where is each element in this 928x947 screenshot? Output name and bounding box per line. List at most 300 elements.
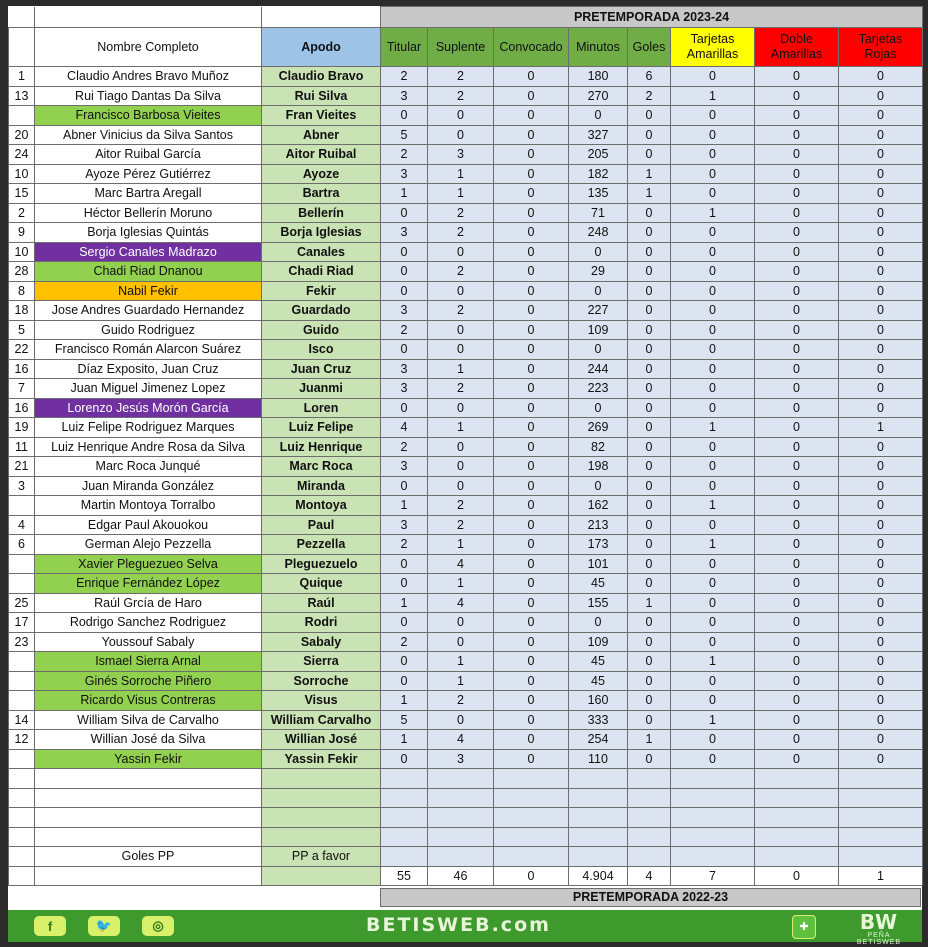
table-row [9, 554, 923, 574]
stat-suplente: 2 [428, 301, 494, 321]
stat-minutos: 0 [569, 106, 628, 126]
stat-amarillas: 0 [671, 340, 755, 360]
table-row [9, 340, 923, 360]
stat-titular: 0 [381, 281, 428, 301]
table-row [9, 691, 923, 711]
stat-rojas: 0 [839, 593, 923, 613]
stat-minutos: 269 [569, 418, 628, 438]
stat-rojas: 0 [839, 613, 923, 633]
stat-suplente: 1 [428, 652, 494, 672]
table-row [9, 203, 923, 223]
stat-titular: 3 [381, 457, 428, 477]
stat-rojas: 0 [839, 437, 923, 457]
stat-goles: 0 [628, 359, 671, 379]
empty-cell [628, 769, 671, 789]
stat-minutos: 101 [569, 554, 628, 574]
empty-cell [755, 808, 839, 828]
stat-goles: 0 [628, 262, 671, 282]
player-number: 15 [9, 184, 35, 204]
stat-doble: 0 [755, 671, 839, 691]
stat-titular: 3 [381, 379, 428, 399]
stat-convocado: 0 [494, 593, 569, 613]
stat-rojas: 0 [839, 106, 923, 126]
empty-cell [671, 769, 755, 789]
stat-amarillas: 0 [671, 554, 755, 574]
player-number: 7 [9, 379, 35, 399]
stat-titular: 3 [381, 515, 428, 535]
stat-convocado: 0 [494, 749, 569, 769]
stat-suplente: 2 [428, 86, 494, 106]
table-row [9, 613, 923, 633]
empty-cell [671, 808, 755, 828]
player-nickname: Sabaly [262, 632, 381, 652]
stat-titular: 1 [381, 184, 428, 204]
player-nickname: Ayoze [262, 164, 381, 184]
stat-rojas: 0 [839, 320, 923, 340]
col-convocado: Convocado [494, 28, 569, 67]
stat-rojas: 0 [839, 710, 923, 730]
player-full-name: Ismael Sierra Arnal [35, 652, 262, 672]
player-number: 11 [9, 437, 35, 457]
stat-rojas: 0 [839, 652, 923, 672]
facebook-icon[interactable]: f [34, 916, 66, 936]
empty-cell [35, 808, 262, 828]
stat-suplente: 2 [428, 379, 494, 399]
player-number [9, 691, 35, 711]
stat-minutos: 213 [569, 515, 628, 535]
empty-cell [35, 866, 262, 886]
table-row [9, 242, 923, 262]
player-full-name: Juan Miranda González [35, 476, 262, 496]
empty-cell [569, 808, 628, 828]
stat-goles: 1 [628, 164, 671, 184]
stat-doble: 0 [755, 496, 839, 516]
stat-titular: 0 [381, 262, 428, 282]
empty-cell [35, 769, 262, 789]
stat-rojas: 0 [839, 574, 923, 594]
stat-convocado: 0 [494, 476, 569, 496]
stat-suplente: 0 [428, 398, 494, 418]
stat-convocado: 0 [494, 145, 569, 165]
empty-cell [9, 866, 35, 886]
stat-goles: 0 [628, 281, 671, 301]
stat-doble: 0 [755, 437, 839, 457]
stat-rojas: 0 [839, 145, 923, 165]
table-row [9, 379, 923, 399]
stat-amarillas: 0 [671, 184, 755, 204]
empty-cell [381, 788, 428, 808]
table-row [9, 184, 923, 204]
player-nickname: Pezzella [262, 535, 381, 555]
stat-suplente: 3 [428, 145, 494, 165]
stat-titular: 1 [381, 691, 428, 711]
player-full-name: Marc Bartra Aregall [35, 184, 262, 204]
player-full-name: Díaz Exposito, Juan Cruz [35, 359, 262, 379]
empty-row [9, 808, 923, 828]
stat-convocado: 0 [494, 301, 569, 321]
empty-cell [262, 788, 381, 808]
stat-amarillas: 1 [671, 86, 755, 106]
table-row [9, 593, 923, 613]
stat-minutos: 254 [569, 730, 628, 750]
player-number: 2 [9, 203, 35, 223]
table-row [9, 145, 923, 165]
stat-minutos: 227 [569, 301, 628, 321]
stat-minutos: 223 [569, 379, 628, 399]
stat-amarillas: 0 [671, 476, 755, 496]
stat-doble: 0 [755, 457, 839, 477]
player-number: 21 [9, 457, 35, 477]
stats-table [8, 6, 923, 886]
stat-suplente: 2 [428, 515, 494, 535]
table-row [9, 652, 923, 672]
stat-titular: 0 [381, 203, 428, 223]
table-row [9, 320, 923, 340]
stat-rojas: 0 [839, 184, 923, 204]
stat-doble: 0 [755, 652, 839, 672]
stat-rojas: 0 [839, 730, 923, 750]
stat-doble: 0 [755, 145, 839, 165]
stat-minutos: 45 [569, 652, 628, 672]
table-row [9, 710, 923, 730]
stat-titular: 0 [381, 476, 428, 496]
player-full-name: Rodrigo Sanchez Rodriguez [35, 613, 262, 633]
stat-amarillas: 0 [671, 632, 755, 652]
stat-minutos: 162 [569, 496, 628, 516]
player-nickname: Willian José [262, 730, 381, 750]
stat-doble: 0 [755, 730, 839, 750]
empty-row [9, 827, 923, 847]
stat-titular: 2 [381, 67, 428, 87]
stat-minutos: 160 [569, 691, 628, 711]
player-nickname: Loren [262, 398, 381, 418]
stat-amarillas: 0 [671, 691, 755, 711]
player-number: 4 [9, 515, 35, 535]
stat-suplente: 0 [428, 281, 494, 301]
stat-doble: 0 [755, 379, 839, 399]
stat-amarillas: 0 [671, 145, 755, 165]
stat-minutos: 248 [569, 223, 628, 243]
stat-doble: 0 [755, 554, 839, 574]
player-nickname: Bellerín [262, 203, 381, 223]
player-nickname: Sorroche [262, 671, 381, 691]
player-number: 16 [9, 359, 35, 379]
stat-minutos: 45 [569, 574, 628, 594]
stat-goles: 0 [628, 106, 671, 126]
stat-minutos: 45 [569, 671, 628, 691]
player-number: 20 [9, 125, 35, 145]
stat-minutos: 173 [569, 535, 628, 555]
bw-logo-sub: PEÑA BETISWEB [856, 932, 902, 946]
player-full-name: Juan Miguel Jimenez Lopez [35, 379, 262, 399]
player-number: 23 [9, 632, 35, 652]
stat-suplente: 3 [428, 749, 494, 769]
stat-goles: 0 [628, 476, 671, 496]
stat-doble: 0 [755, 262, 839, 282]
stat-convocado: 0 [494, 574, 569, 594]
table-row [9, 281, 923, 301]
stat-doble: 0 [755, 67, 839, 87]
player-number: 25 [9, 593, 35, 613]
stat-minutos: 198 [569, 457, 628, 477]
table-row [9, 262, 923, 282]
player-full-name: Edgar Paul Akouokou [35, 515, 262, 535]
stat-doble: 0 [755, 691, 839, 711]
empty-cell [381, 827, 428, 847]
stat-rojas: 0 [839, 242, 923, 262]
stat-amarillas: 0 [671, 593, 755, 613]
empty-cell [494, 788, 569, 808]
stat-convocado: 0 [494, 67, 569, 87]
own-goals-row [9, 847, 923, 867]
stat-convocado: 0 [494, 496, 569, 516]
player-number [9, 652, 35, 672]
stat-suplente: 1 [428, 535, 494, 555]
stat-rojas: 1 [839, 418, 923, 438]
stat-rojas: 0 [839, 691, 923, 711]
empty-cell [628, 827, 671, 847]
player-number [9, 749, 35, 769]
stat-doble: 0 [755, 164, 839, 184]
player-nickname: Guardado [262, 301, 381, 321]
player-full-name: William Silva de Carvalho [35, 710, 262, 730]
stat-amarillas: 0 [671, 106, 755, 126]
col-apodo: Apodo [262, 28, 381, 67]
stat-titular: 0 [381, 340, 428, 360]
table-row [9, 398, 923, 418]
stat-amarillas: 0 [671, 359, 755, 379]
stat-suplente: 0 [428, 437, 494, 457]
stat-rojas: 0 [839, 671, 923, 691]
stat-minutos: 244 [569, 359, 628, 379]
empty-cell [428, 788, 494, 808]
col-rojas: Tarjetas Rojas [839, 28, 923, 67]
stat-rojas: 0 [839, 398, 923, 418]
empty-cell [755, 769, 839, 789]
stat-minutos: 182 [569, 164, 628, 184]
empty-cell [428, 847, 494, 867]
table-row [9, 125, 923, 145]
stat-convocado: 0 [494, 710, 569, 730]
empty-cell [262, 769, 381, 789]
empty-cell [671, 847, 755, 867]
player-full-name: Claudio Andres Bravo Muñoz [35, 67, 262, 87]
stat-titular: 0 [381, 106, 428, 126]
stat-goles: 1 [628, 184, 671, 204]
stat-suplente: 1 [428, 184, 494, 204]
col-titular: Titular [381, 28, 428, 67]
player-nickname: Quique [262, 574, 381, 594]
player-number: 10 [9, 164, 35, 184]
stat-doble: 0 [755, 301, 839, 321]
stat-rojas: 0 [839, 262, 923, 282]
player-nickname: Yassin Fekir [262, 749, 381, 769]
total-amarillas: 7 [671, 866, 755, 886]
stat-amarillas: 1 [671, 203, 755, 223]
stat-goles: 0 [628, 691, 671, 711]
stat-amarillas: 1 [671, 710, 755, 730]
stat-titular: 0 [381, 671, 428, 691]
stat-titular: 2 [381, 145, 428, 165]
stat-titular: 5 [381, 710, 428, 730]
stat-rojas: 0 [839, 496, 923, 516]
stat-rojas: 0 [839, 515, 923, 535]
stat-minutos: 180 [569, 67, 628, 87]
empty-cell [9, 788, 35, 808]
player-full-name: Jose Andres Guardado Hernandez [35, 301, 262, 321]
table-row [9, 106, 923, 126]
stat-amarillas: 0 [671, 671, 755, 691]
stat-goles: 0 [628, 223, 671, 243]
empty-cell [35, 788, 262, 808]
player-number: 24 [9, 145, 35, 165]
stat-amarillas: 0 [671, 164, 755, 184]
pp-favor-label: PP a favor [262, 847, 381, 867]
stat-titular: 2 [381, 535, 428, 555]
player-number: 5 [9, 320, 35, 340]
brand-name[interactable]: BETISWEB.com [366, 914, 551, 936]
player-full-name: Ricardo Visus Contreras [35, 691, 262, 711]
stat-amarillas: 0 [671, 301, 755, 321]
player-full-name: Francisco Barbosa Vieites [35, 106, 262, 126]
spreadsheet [8, 6, 922, 910]
stat-convocado: 0 [494, 554, 569, 574]
stat-titular: 0 [381, 613, 428, 633]
empty-cell [569, 769, 628, 789]
stat-rojas: 0 [839, 340, 923, 360]
stat-titular: 0 [381, 554, 428, 574]
stat-doble: 0 [755, 223, 839, 243]
stat-convocado: 0 [494, 398, 569, 418]
col-nombre: Nombre Completo [35, 28, 262, 67]
player-nickname: Fran Vieites [262, 106, 381, 126]
empty-cell [381, 847, 428, 867]
player-number: 22 [9, 340, 35, 360]
stat-titular: 3 [381, 164, 428, 184]
stat-goles: 0 [628, 203, 671, 223]
col-minutos: Minutos [569, 28, 628, 67]
player-full-name: Francisco Román Alarcon Suárez [35, 340, 262, 360]
player-nickname: Montoya [262, 496, 381, 516]
empty-cell [494, 769, 569, 789]
stat-goles: 0 [628, 613, 671, 633]
player-full-name: Marc Roca Junqué [35, 457, 262, 477]
stat-titular: 1 [381, 593, 428, 613]
table-row [9, 223, 923, 243]
stat-titular: 2 [381, 437, 428, 457]
stat-convocado: 0 [494, 613, 569, 633]
stat-goles: 0 [628, 554, 671, 574]
stat-doble: 0 [755, 535, 839, 555]
stat-doble: 0 [755, 203, 839, 223]
stat-doble: 0 [755, 632, 839, 652]
stat-minutos: 270 [569, 86, 628, 106]
stat-minutos: 0 [569, 281, 628, 301]
stat-minutos: 82 [569, 437, 628, 457]
stat-minutos: 205 [569, 145, 628, 165]
stat-amarillas: 0 [671, 223, 755, 243]
player-nickname: Isco [262, 340, 381, 360]
stat-rojas: 0 [839, 476, 923, 496]
stat-doble: 0 [755, 515, 839, 535]
stat-convocado: 0 [494, 652, 569, 672]
stat-doble: 0 [755, 710, 839, 730]
player-nickname: Bartra [262, 184, 381, 204]
stat-suplente: 0 [428, 710, 494, 730]
stat-goles: 0 [628, 340, 671, 360]
player-number: 9 [9, 223, 35, 243]
empty-cell [755, 847, 839, 867]
stat-doble: 0 [755, 593, 839, 613]
empty-row [9, 788, 923, 808]
table-row [9, 632, 923, 652]
stat-doble: 0 [755, 281, 839, 301]
empty-cell [839, 847, 923, 867]
stat-rojas: 0 [839, 301, 923, 321]
player-nickname: Fekir [262, 281, 381, 301]
stat-minutos: 333 [569, 710, 628, 730]
stat-minutos: 0 [569, 476, 628, 496]
footer-banner [8, 910, 922, 946]
stat-rojas: 0 [839, 281, 923, 301]
stat-minutos: 0 [569, 340, 628, 360]
stat-amarillas: 1 [671, 418, 755, 438]
instagram-icon[interactable]: ◎ [142, 916, 174, 936]
player-full-name: Youssouf Sabaly [35, 632, 262, 652]
stat-suplente: 4 [428, 554, 494, 574]
stat-suplente: 0 [428, 457, 494, 477]
table-row [9, 418, 923, 438]
empty-cell [381, 808, 428, 828]
stat-titular: 0 [381, 749, 428, 769]
stat-convocado: 0 [494, 164, 569, 184]
stat-titular: 0 [381, 652, 428, 672]
total-suplente: 46 [428, 866, 494, 886]
player-full-name: Nabil Fekir [35, 281, 262, 301]
player-nickname: Sierra [262, 652, 381, 672]
stat-amarillas: 0 [671, 125, 755, 145]
stat-amarillas: 0 [671, 67, 755, 87]
twitter-icon[interactable]: 🐦 [88, 916, 120, 936]
player-number: 12 [9, 730, 35, 750]
empty-cell [671, 788, 755, 808]
table-row [9, 359, 923, 379]
stat-doble: 0 [755, 418, 839, 438]
stat-convocado: 0 [494, 86, 569, 106]
stat-suplente: 2 [428, 691, 494, 711]
player-full-name: Enrique Fernández López [35, 574, 262, 594]
table-row [9, 515, 923, 535]
stat-goles: 0 [628, 379, 671, 399]
stat-suplente: 2 [428, 67, 494, 87]
player-full-name: Martin Montoya Torralbo [35, 496, 262, 516]
player-nickname: Marc Roca [262, 457, 381, 477]
header-row-season [9, 7, 923, 28]
table-row [9, 301, 923, 321]
total-goles: 4 [628, 866, 671, 886]
stat-doble: 0 [755, 86, 839, 106]
stat-convocado: 0 [494, 223, 569, 243]
stat-rojas: 0 [839, 125, 923, 145]
player-nickname: Luiz Felipe [262, 418, 381, 438]
stat-amarillas: 0 [671, 613, 755, 633]
player-nickname: Guido [262, 320, 381, 340]
stat-amarillas: 0 [671, 574, 755, 594]
empty-cell [628, 847, 671, 867]
player-nickname: Claudio Bravo [262, 67, 381, 87]
stat-convocado: 0 [494, 730, 569, 750]
table-row [9, 671, 923, 691]
